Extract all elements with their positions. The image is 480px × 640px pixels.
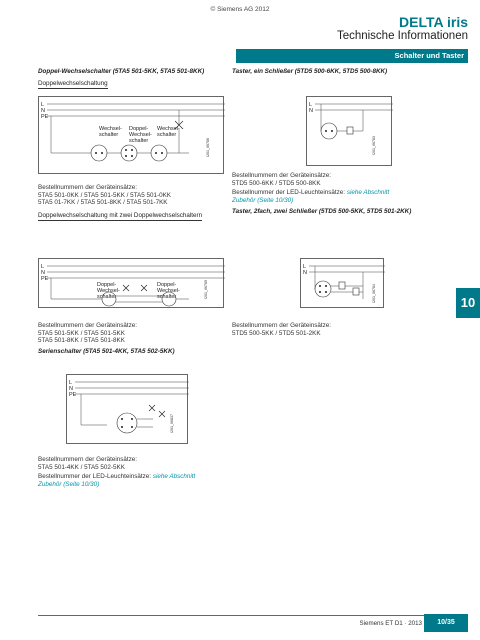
led-accessory-link-page[interactable]: Zubehör (Seite 10/30) [38, 480, 100, 488]
diagram-label: Doppel- [157, 282, 177, 288]
term-label-l: L [309, 102, 313, 108]
order-numbers-label: Bestellnummern der Geräteinsätze: [232, 322, 332, 329]
diagram-label: Wechsel- [97, 288, 120, 294]
diagram-label: Wechsel- [157, 288, 180, 294]
led-accessory-link-page[interactable]: Zubehör (Seite 10/30) [232, 196, 294, 204]
order-number-line: 5TA5 501-4KK / 5TA5 502-5KK [38, 463, 125, 471]
circuit-diagram-serienschalter [66, 374, 188, 444]
order-numbers-block [232, 172, 460, 204]
order-numbers-block [38, 322, 228, 345]
term-label-l: L [303, 264, 307, 270]
term-label-n: N [41, 270, 45, 276]
diagram-label: Doppel- [97, 282, 117, 288]
heading-doppel-wechselschalter: Doppel-Wechselschalter (5TA5 501-5KK, 5TA5 501-8KK) [38, 68, 205, 75]
term-label-pe: PE [41, 114, 49, 120]
term-label-pe: PE [69, 392, 77, 398]
order-numbers-block [232, 322, 452, 337]
order-number-line: 5TA5 501-0KK / 5TA5 501-5KK / 5TA5 501-0KK [38, 191, 172, 199]
led-order-line [232, 189, 460, 197]
led-order-line [38, 473, 238, 481]
term-label-n: N [41, 108, 45, 114]
order-number-line: 5TA5 501-8KK / 5TA5 501-8KK [38, 337, 125, 345]
term-label-n: N [309, 108, 313, 114]
circuit-diagram-doppelwechsel [38, 96, 224, 174]
order-numbers-block [38, 456, 238, 488]
diagram-label: schalter [157, 294, 177, 300]
brand-title: DELTA iris [399, 14, 468, 30]
order-numbers-label: Bestellnummern der Geräteinsätze: [38, 322, 138, 329]
term-label-l: L [69, 380, 73, 386]
diagram-label: Doppel- [129, 126, 149, 132]
diagram-code: I201_06789 [204, 280, 208, 299]
diagram-label: schalter [97, 294, 117, 300]
order-numbers-block [38, 184, 228, 207]
diagram-code: I201_06783 [372, 136, 376, 155]
subheading-doppelwechselschaltung: Doppelwechselschaltung [38, 80, 108, 87]
circuit-diagram-taster [306, 96, 392, 166]
page-subtitle: Technische Informationen [336, 30, 468, 42]
diagram-label: schalter [129, 138, 149, 144]
order-number-line: 5TA5 501-5KK / 5TA5 501-5KK [38, 329, 125, 337]
term-label-pe: PE [41, 276, 49, 282]
diagram-label: Wechsel- [99, 126, 122, 132]
term-label-n: N [303, 270, 307, 276]
circuit-diagram-zwei-doppelwechsel [38, 258, 224, 308]
term-label-l: L [41, 102, 45, 108]
order-number-line: 5TA5 01-7KK / 5TA5 501-8KK / 5TA5 501-7KK [38, 199, 168, 207]
led-order-label: Bestellnummer der LED-Leuchteinsätze: [38, 473, 152, 481]
diagram-label: schalter [99, 132, 119, 138]
diagram-code: I201_06837 [170, 414, 174, 433]
term-label-n: N [69, 386, 73, 392]
order-numbers-label: Bestellnummern der Geräteinsätze: [38, 456, 138, 463]
order-number-line: 5TD5 500-5KK / 5TD5 501-2KK [232, 329, 321, 337]
heading-taster-ein-schliesser: Taster, ein Schließer (5TD5 500-6KK, 5TD5 500-8KK) [232, 68, 388, 75]
led-accessory-link[interactable]: siehe Abschnitt [346, 189, 390, 197]
order-numbers-label: Bestellnummern der Geräteinsätze: [232, 172, 332, 179]
diagram-code: I201_06784 [372, 284, 376, 303]
diagram-label: Wechsel- [129, 132, 152, 138]
led-accessory-link[interactable]: siehe Abschnitt [152, 473, 196, 481]
heading-serienschalter: Serienschalter (5TA5 501-4KK, 5TA5 502-5KK) [38, 348, 175, 355]
chapter-tab[interactable]: 10 [456, 288, 480, 318]
section-banner: Schalter und Taster [236, 49, 468, 63]
led-order-label: Bestellnummer der LED-Leuchteinsätze: [232, 189, 346, 197]
diagram-code: I201_06786 [206, 138, 210, 157]
page-number-badge: 10/35 [424, 614, 468, 632]
order-numbers-label: Bestellnummern der Geräteinsätze: [38, 184, 138, 191]
copyright-notice: © Siemens AG 2012 [210, 6, 270, 13]
footer-catalog: Siemens ET D1 · 2013 [359, 620, 422, 627]
term-label-l: L [41, 264, 45, 270]
subheading-zwei-doppelwechsel: Doppelwechselschaltung mit zwei Doppelwechselschaltern [38, 212, 203, 219]
diagram-label: schalter [157, 132, 177, 138]
order-number-line: 5TD5 500-6KK / 5TD5 500-8KK [232, 179, 321, 187]
footer-divider [38, 615, 458, 616]
diagram-label: Wechsel- [157, 126, 180, 132]
circuit-diagram-taster-2fach [300, 258, 384, 308]
heading-taster-2fach: Taster, 2fach, zwei Schließer (5TD5 500-5KK, 5TD5 501-2KK) [232, 208, 412, 215]
